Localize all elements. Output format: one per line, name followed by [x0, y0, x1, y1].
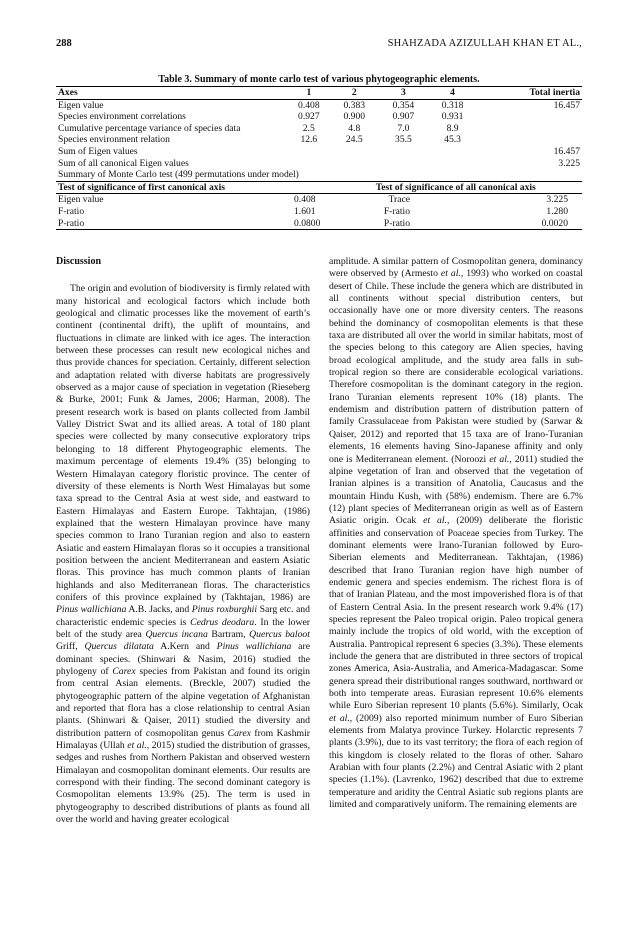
table-cell	[379, 158, 428, 170]
sig-first-axis-header: Test of significance of first canonical axis	[56, 181, 330, 194]
body-paragraph: amplitude. A similar pattern of Cosmopolitan genera, dominancy were observed by (Armesto et al., 1993) who worked on coastal desert of Chile. These include the genera which are distributed in all continents without special distribution centers, but occasionally have one or more diversity centers. The reasons behind the dominancy of cosmopolitan elements is that these taxa are distributed all over the world in similar habitats, most of the species belong to this category are Alien species, having broad ecological amplitude, and the study area falls in sub-tropical region so there are considerable ecological variations. Therefore cosmopolitan is the dominant category in the region. Irano Turanian elements represent 10% (18) plants. The endemism and distribution pattern of distribution pattern of family Crassulaceae from Pakistan were studied by (Sarwar & Qaiser, 2012) and reported that 15 taxa are of Irano-Turanian elements, 16 elements having Sino-Japanese affinity and only one is Mediterranean element. (Noroozi et al., 2011) studied the alpine vegetation of Iran and observed that the vegetation of Iranian alpines is a transition of Anatolia, Caucasus and the mountain Hindu Kush, with (58%) endemism. There are 6.7% (12) plant species of Mediterranean origin as well as of Eastern Asiatic origin. Ocak et al., (2009) deliberate the floristic affinities and conservation of Poaceae species from Turkey. The dominant elements were Irano-Turanian followed by Euro-Siberian elements and Mediterranean. Takhtajan, (1986) described that Irano Turanian region have high number of endemic genera and species endemism. The richest flora is of that of Iranian Plateau, and the most impoverished flora is of that of Eastern Central Asia. In the present research work 9.4% (17) species represent the Paleo tropical origin. Paleo tropical genera mainly include the tropics of old world, with the exception of Australia. Pantropical represent 6 species (3.3%). These elements include the genera that are distributed in three sectors of tropical zones America, Asia-Australia, and America-Madagascar. Some genera spread their distributional ranges southward, northward or both into temperate areas. Eurasian represent 10.6% elements while Euro Siberian represent 10 plants (5.6%). Similarly, Ocak et al., (2009) also reported minimum number of Euro Siberian elements from Malatya province Turkey. Holarctic represents 7 plants (3.9%), due to its vast territory; the flora of each region of this kingdom is closely related to the floras of other. Saharo Arabian with four plants (2.2%) and Central Asiatic with 2 plant species (1.1%). (Lavrenko, 1962) described that due to extreme temperature and aridity the Central Asiatic sub regions plants are limited and comparatively uniform. The remaining elements are	[329, 256, 584, 811]
body-paragraph: The origin and evolution of biodiversity is firmly related with many historical and ecological factors which include both geological and climatic processes like the movement of earth’s continent (continental drift), the uplift of mountains, and fluctuations in climate are linked with ice ages. The interaction between these processes can result new ecological niches and thus provide chances for speciation. Certainly, different selection and adaptation related with diverse habitats are progressively observed as a major cause of speciation in vegetation (Rieseberg & Burke, 2001; Funk & James, 2006; Harman, 2008). The present research work is based on plants collected from Jambil Valley District Swat and its allied areas. A total of 180 plant species were collected by many consecutive exploratory trips belonging to 18 different Phytogeographic elements. The maximum percentage of elements 19.4% (35) belonging to Western Himalayan category floristic province. The center of diversity of these elements is North West Himalayas but some taxa spread to the Central Asia at west side, and eastward to Eastern Himalayas and Eastern Europe. Takhtajan, (1986) explained that the western Himalayan province have many species common to Irano Turanian region and also to eastern Asiatic and eastern Himalayan floras so it occupies a transitional position between the ancient Mediterranean and eastern Asiatic floras. This province has much common plants of Iranian highlands and also Mediterranean floras. The characteristics conifers of this province explained by (Takhtajan, 1986) are Pinus wallichiana A.B. Jacks, and Pinus roxburghii Sarg etc. and characteristic endemic species is Cedrus deodara. In the lower belt of the study area Quercus incana Bartram, Quercus baloot Griff, Quercus dilatata A.Kern and Pinus wallichiana are dominant species. (Shinwari & Nasim, 2016) studied the phylogeny of Carex species from Pakistan and found its origin from central Asian elements. (Breckle, 2007) studied the phytogeographic pattern of the alpine vegetation of Afghanistan and reported that flora has a close relationship to central Asian plants. (Shinwari & Qaiser, 2011) studied the diversity and distribution pattern of cosmopolitan genus Carex from Kashmir Himalayas (Ullah et al., 2015) studied the distribution of grasses, sedges and rushes from Northern Pakistan and observed western Himalayan and cosmopolitan dominant elements. Our results are correspond with their finding. The second dominant category is Cosmopolitan elements 13.9% (25). The term is used in phytogeography to described distributions of plants as found all over the world and having greater ecological	[56, 283, 311, 826]
table-cell: P-ratio	[56, 218, 288, 230]
significance-row	[56, 206, 582, 218]
table-cell: 35.5	[395, 134, 412, 146]
table-cell: 0.907	[392, 111, 415, 123]
table-cell: Trace	[388, 194, 410, 206]
table-header-cell: Axes	[56, 87, 288, 100]
table-cell	[428, 146, 477, 158]
page-number: 288	[56, 38, 72, 49]
table-header-row	[56, 87, 582, 100]
table-cell: 7.0	[397, 122, 410, 134]
table-cell: Eigen value	[58, 99, 104, 111]
table-cell: 1.280	[546, 205, 568, 217]
significance-row	[56, 218, 582, 230]
table-cell	[330, 158, 379, 170]
table-cell: F-ratio	[383, 205, 410, 217]
table-header-cell: Total inertia	[477, 87, 582, 100]
table-cell: Sum of all canonical Eigen values	[58, 157, 189, 169]
table-row	[56, 99, 582, 111]
table-cell: 8.9	[446, 122, 459, 134]
table-cell	[379, 146, 428, 158]
table-caption: Table 3. Summary of monte carlo test of various phytogeographic elements.	[158, 74, 480, 85]
table-cell: 0.900	[343, 111, 366, 123]
table-cell: 0.408	[294, 194, 316, 206]
table-cell	[477, 111, 582, 123]
table-cell: 16.457	[553, 99, 580, 111]
table-row	[56, 146, 582, 158]
table-cell: Species environment relation	[58, 134, 170, 146]
table-cell: 24.5	[345, 134, 363, 146]
table-cell: 0.354	[392, 99, 415, 111]
table-cell: P-ratio	[330, 218, 428, 230]
table-cell: 0.927	[298, 111, 320, 123]
table-cell: 0.931	[441, 111, 464, 123]
table-header-cell: 4	[428, 87, 477, 100]
table-cell: 0.408	[298, 99, 320, 111]
section-heading: Discussion	[56, 256, 102, 267]
significance-row	[56, 194, 582, 206]
table-header-cell: 2	[330, 87, 379, 100]
table-cell	[330, 146, 379, 158]
left-column	[56, 256, 310, 826]
table-row	[56, 123, 582, 135]
table-row	[56, 158, 582, 170]
table-cell: 0.0800	[288, 218, 330, 230]
table-cell	[477, 123, 582, 135]
table-cell	[428, 158, 477, 170]
table-cell: 3.225	[558, 157, 580, 169]
table-cell	[477, 134, 582, 146]
table-cell: 1.601	[294, 205, 316, 217]
table-cell	[288, 158, 330, 170]
table-cell: 3.225	[546, 194, 568, 206]
monte-carlo-summary: Summary of Monte Carlo test (499 permutations under model)	[56, 169, 582, 181]
table-cell: Species environment correlations	[58, 111, 186, 123]
significance-header-row	[56, 181, 582, 194]
right-column	[329, 256, 583, 811]
table-cell	[288, 146, 330, 158]
table-cell: 4.8	[348, 122, 361, 134]
table-cell: Cumulative percentage variance of species data	[58, 122, 241, 134]
sig-all-axis-header: Test of significance of all canonical axis	[330, 181, 582, 194]
monte-carlo-table	[56, 86, 582, 230]
table-cell: 16.457	[553, 145, 580, 157]
table-cell: Sum of Eigen values	[58, 145, 138, 157]
table-cell: Eigen value	[58, 194, 104, 206]
table-row	[56, 111, 582, 123]
table-cell: 0.0020	[428, 218, 582, 230]
table-cell: 45.3	[444, 134, 461, 146]
table-cell: 2.5	[302, 122, 315, 134]
table-header-cell: 3	[379, 87, 428, 100]
table-cell: F-ratio	[58, 205, 85, 217]
table-cell: 0.383	[343, 99, 366, 111]
table-cell: 12.6	[300, 134, 318, 146]
table-row	[56, 134, 582, 146]
monte-carlo-summary-row	[56, 169, 582, 181]
table-cell: 0.318	[441, 99, 464, 111]
running-header-authors: SHAHZADA AZIZULLAH KHAN ET AL.,	[387, 38, 582, 49]
table-header-cell: 1	[288, 87, 330, 100]
